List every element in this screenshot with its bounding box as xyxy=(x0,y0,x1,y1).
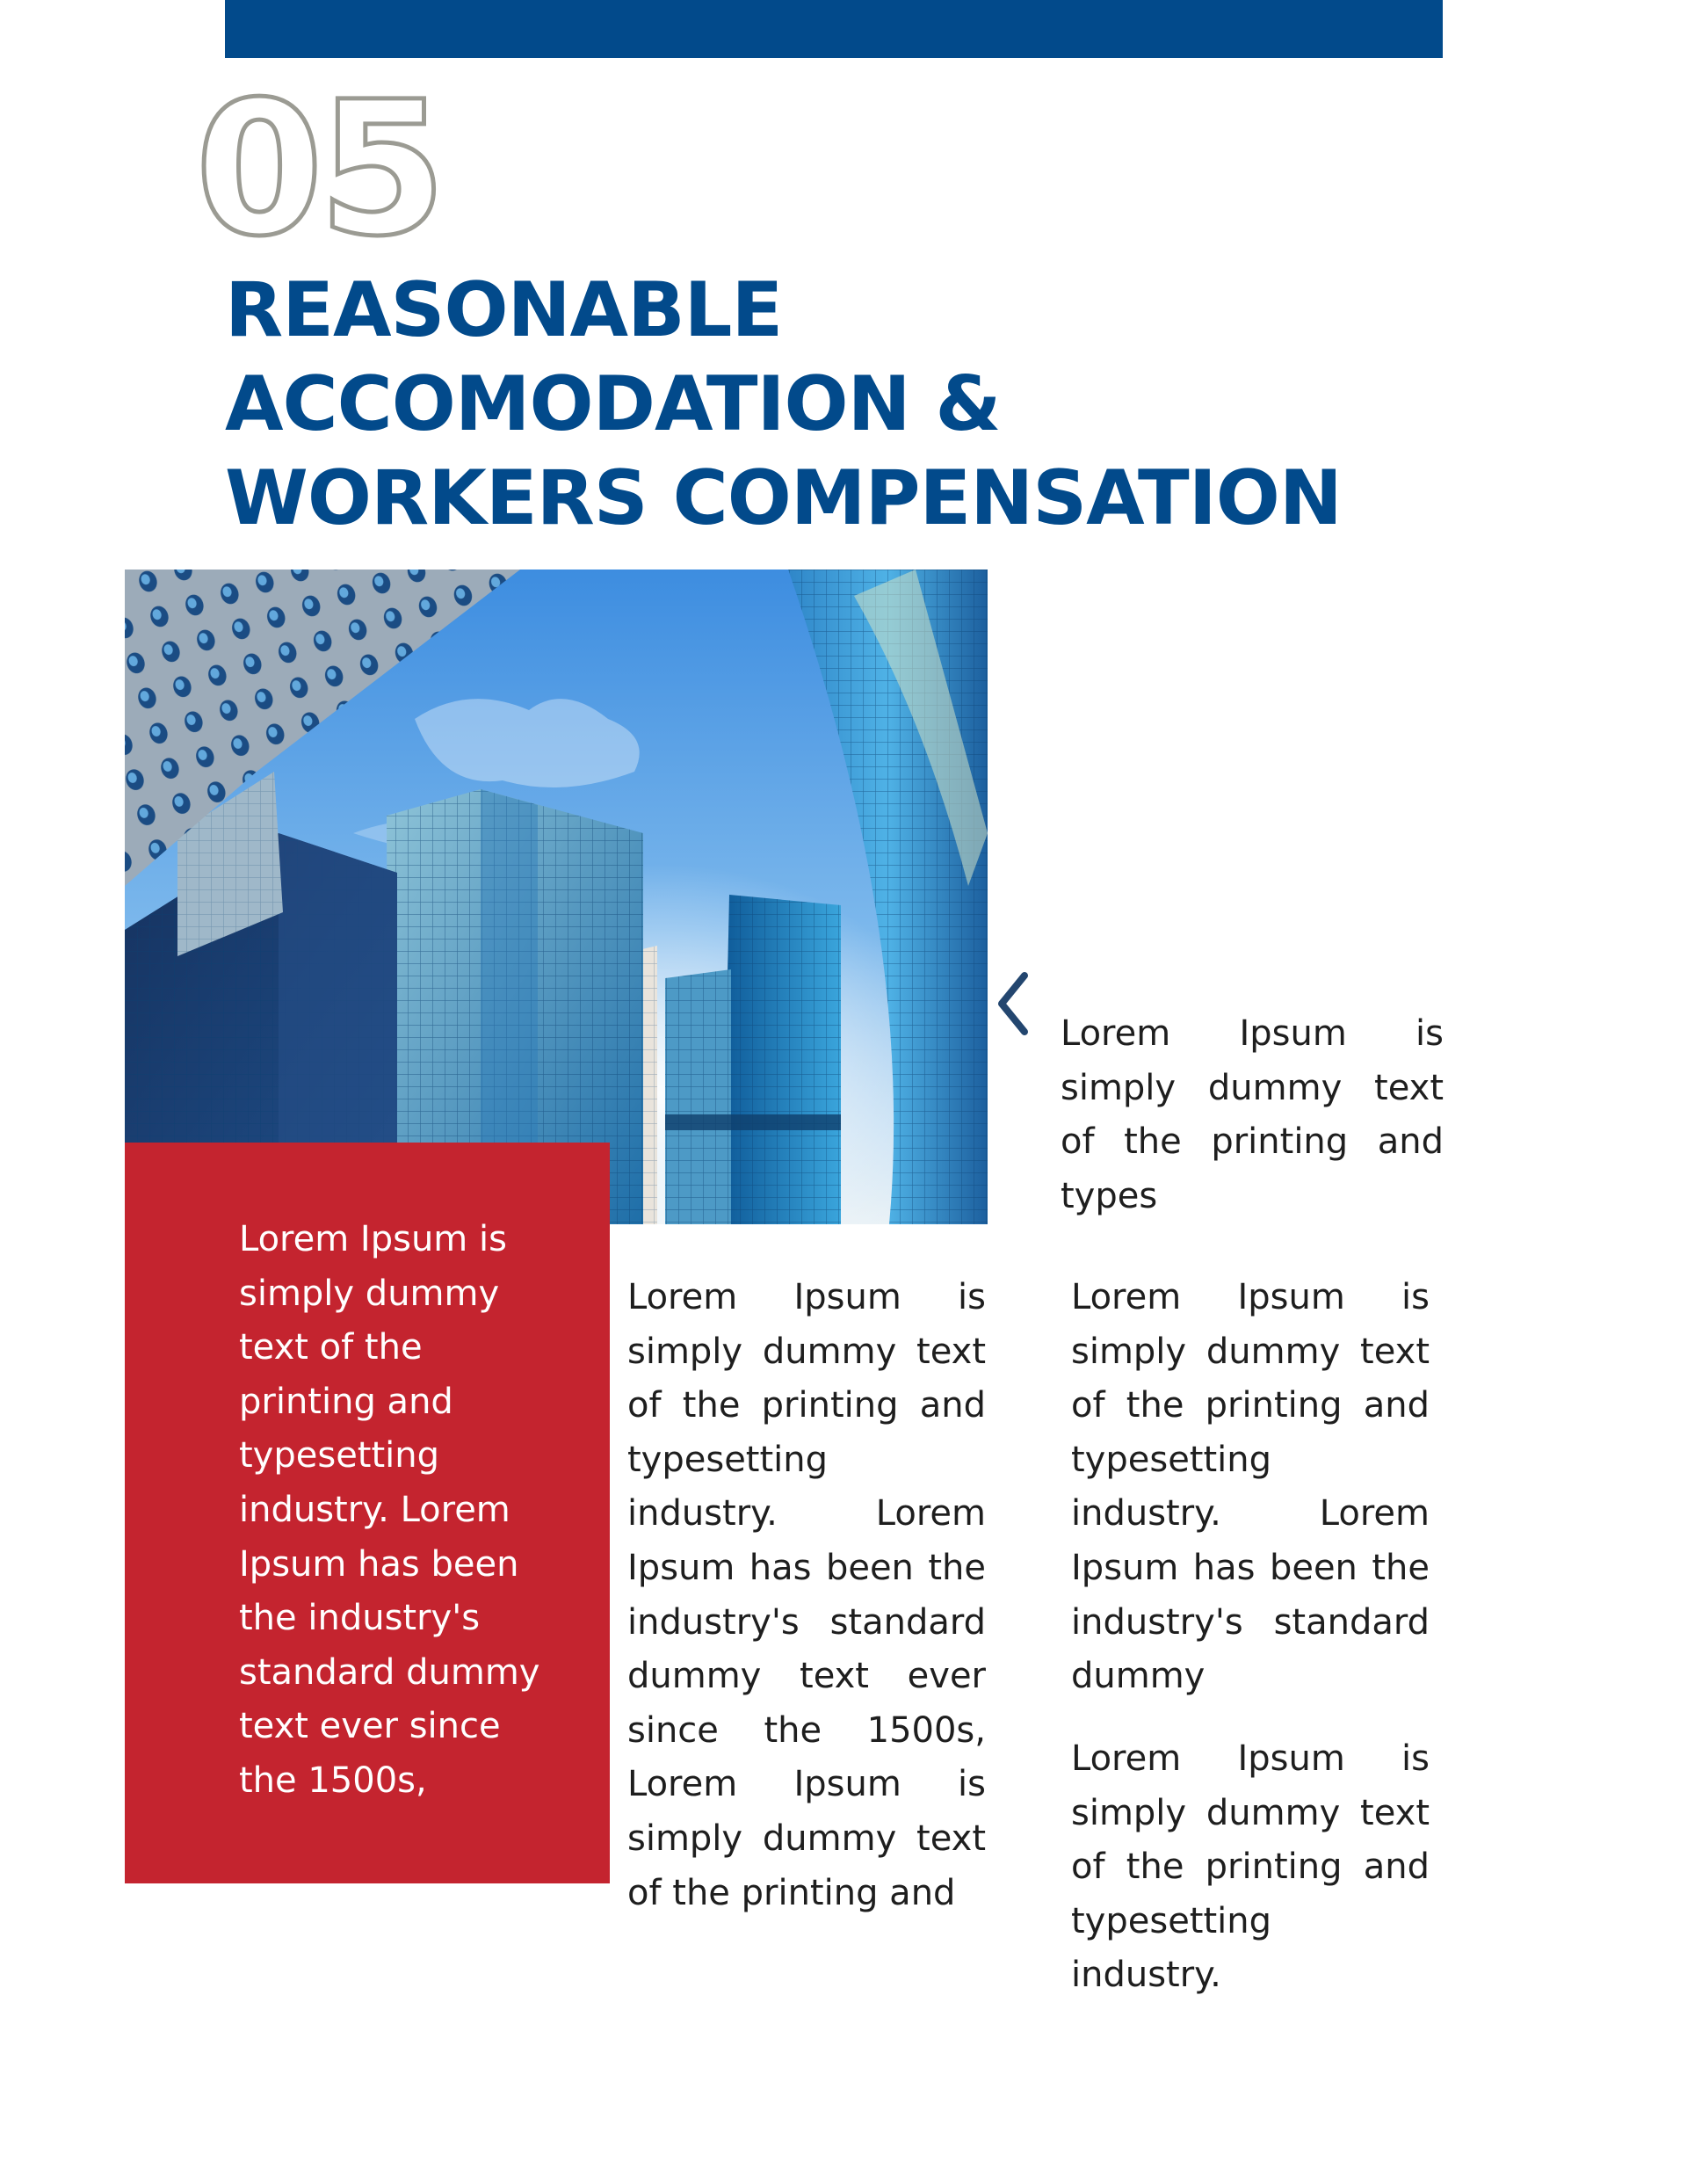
title-line-2: ACCOMODATION & xyxy=(225,360,1001,448)
page-title xyxy=(225,264,1342,546)
title-line-3: WORKERS COMPENSATION xyxy=(225,454,1342,542)
skyscrapers-photo xyxy=(125,570,988,1224)
skyscrapers-illustration xyxy=(125,570,988,1224)
highlight-callout xyxy=(125,1143,610,1883)
title-line-1: REASONABLE xyxy=(225,266,783,354)
callout-text: Lorem Ipsum is simply dummy text of the printing and typesetting industry. Lorem Ipsum has been the industry's standard dummy text ever since the 1500s, xyxy=(239,1219,540,1801)
right-column-paragraph-2: Lorem Ipsum is simply dummy text of the printing and typesetting industry. xyxy=(1071,1738,1430,1996)
chevron-left-icon xyxy=(995,970,1030,1037)
header-bar xyxy=(225,0,1443,58)
section-number: 05 xyxy=(195,62,442,277)
top-right-paragraph: Lorem Ipsum is simply dummy text of the printing and types xyxy=(1061,1013,1444,1216)
middle-column-paragraph: Lorem Ipsum is simply dummy text of the printing and typesetting industry. Lorem Ipsum has been the industry's standard dummy text ever since the 1500s, Lorem Ipsum is simply dummy text of the printing and xyxy=(627,1277,986,1913)
right-column-paragraph-1: Lorem Ipsum is simply dummy text of the printing and typesetting industry. Lorem Ipsum has been the industry's standard dummy xyxy=(1071,1277,1430,1697)
